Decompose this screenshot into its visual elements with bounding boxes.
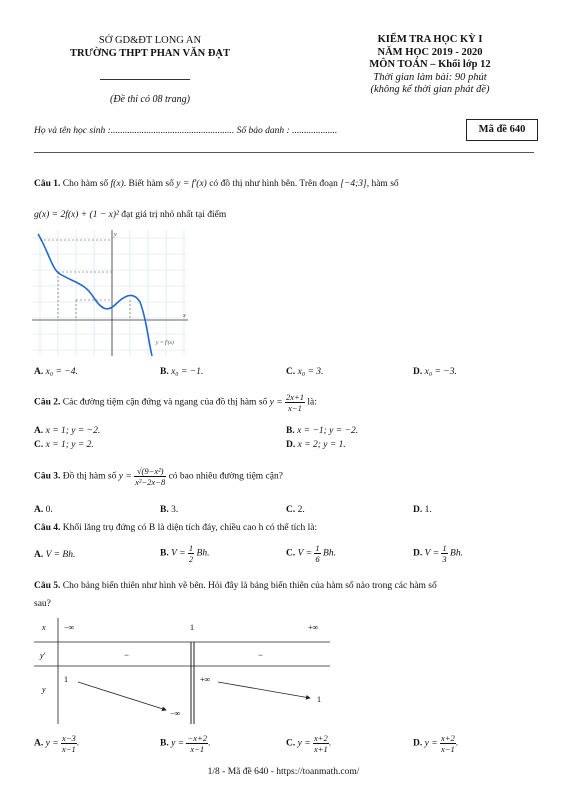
q1-option-d[interactable]: D. x₀ = −3. [413, 367, 457, 377]
q3-lhs: y = [118, 471, 132, 482]
q1-text: Cho hàm số [62, 179, 109, 189]
table-yp-label: y' [40, 651, 46, 660]
q2-text: Các đường tiệm cận đứng và ngang của đồ thị hàm số [62, 397, 268, 408]
table-sign-right: − [258, 650, 264, 660]
q3-label: Câu 3. [34, 471, 61, 482]
arrow-decreasing-right [218, 682, 310, 698]
table-y-label: y [42, 685, 46, 694]
q1-option-b[interactable]: B. x₀ = −1. [160, 367, 204, 377]
question-3 [34, 466, 283, 487]
question-1 [34, 178, 539, 190]
q1-text-c: có đồ thị như hình bên. Trên đoạn [209, 179, 338, 189]
q4-option-b[interactable]: B. V = $\frac{1}{2}$ Bh. [160, 543, 210, 564]
q1-gx: g(x) = 2f(x) + (1 − x)² [34, 210, 119, 220]
q4-label: Câu 4. [34, 523, 61, 533]
q5-option-d[interactable]: D. y = $\frac{x+2}{x-1}$ . [413, 733, 459, 754]
q2-option-c[interactable]: C. x = 1; y = 2. [34, 440, 94, 450]
q4-text: Khối lăng trụ đứng có B là diện tích đáy, chiều cao h có thể tích là: [62, 523, 318, 533]
q2-text-end: là: [307, 397, 317, 408]
question-2 [34, 392, 317, 413]
question-4 [34, 522, 317, 534]
question-1-line2 [34, 209, 226, 221]
table-sign-left: − [124, 650, 130, 660]
q1-option-a[interactable]: A. x₀ = −4. [34, 367, 78, 377]
header-right [330, 34, 530, 97]
q2-fraction: $\frac{2x+1}{x-1}$ [286, 392, 305, 413]
q3-fraction: $\frac{\text{√(9−x²)}}{\text{x²−2x−8}}$ [135, 466, 166, 487]
subject: MÔN TOÁN – Khối lớp 12 [369, 59, 491, 70]
q3-option-d[interactable]: D. 1. [413, 505, 432, 515]
table-y-right-top: +∞ [200, 675, 211, 684]
q1-text-e: đạt giá trị nhỏ nhất tại điểm [121, 210, 227, 220]
q2-lhs: y = [269, 397, 283, 408]
department-name: SỞ GD&ĐT LONG AN [98, 35, 202, 46]
q5-option-b[interactable]: B. y = $\frac{-x+2}{x-1}$ . [160, 733, 211, 754]
duration: Thời gian làm bài: 90 phút [373, 71, 487, 83]
header-left [40, 34, 260, 60]
q5-option-c[interactable]: C. y = $\frac{x+2}{x+1}$ . [286, 733, 332, 754]
q5-text: Cho bảng biến thiên như hình vẽ bên. Hỏi đây là bảng biến thiên của hàm số nào trong các hàm số [62, 581, 437, 591]
school-year: NĂM HỌC 2019 - 2020 [377, 46, 483, 58]
derivative-curve [38, 234, 152, 356]
table-y-left-bottom: −∞ [170, 709, 181, 718]
table-x-one: 1 [190, 623, 194, 632]
q2-option-a[interactable]: A. x = 1; y = −2. [34, 426, 101, 436]
q1-interval: [−4;3] [340, 179, 367, 189]
curve-label: y = f'(x) [156, 340, 174, 346]
q1-label: Câu 1. [34, 179, 61, 189]
variation-table [32, 616, 332, 726]
q3-text: Đồ thị hàm số [62, 471, 117, 482]
exam-code-box: Mã đề 640 [466, 119, 538, 141]
question-5 [34, 580, 539, 592]
page-footer: 1/8 - Mã đề 640 - https://toanmath.com/ [207, 767, 360, 777]
derivative-graph [30, 228, 190, 358]
q5-label: Câu 5. [34, 581, 61, 591]
q5-option-a[interactable]: A. y = $\frac{x-3}{x-1}$ . [34, 733, 80, 754]
q3-option-c[interactable]: C. 2. [286, 505, 305, 515]
q4-option-a[interactable]: A. V = Bh. [34, 550, 76, 560]
arrow-decreasing-left [78, 682, 166, 710]
q2-label: Câu 2. [34, 397, 61, 408]
table-x-neg-inf: −∞ [64, 623, 75, 632]
exam-title: KIỂM TRA HỌC KỲ I [377, 34, 483, 45]
q4-option-d[interactable]: D. V = $\frac{1}{3}$ Bh. [413, 543, 463, 564]
header-rule [34, 152, 534, 153]
school-name: TRƯỜNG THPT PHAN VĂN ĐẠT [69, 48, 231, 59]
q1-text-d: , hàm số [366, 179, 399, 189]
table-x-label: x [42, 623, 46, 632]
student-info-line: Họ và tên học sinh :.................................................... Số báo danh : ................... [34, 126, 338, 136]
header-divider [100, 79, 190, 80]
q4-option-c[interactable]: C. V = $\frac{1}{6}$ Bh. [286, 543, 336, 564]
table-x-pos-inf: +∞ [308, 623, 319, 632]
x-axis-label: x [183, 313, 186, 319]
q3-option-a[interactable]: A. 0. [34, 505, 53, 515]
table-y-right-bottom: 1 [317, 695, 321, 704]
q1-fx: f(x) [110, 179, 124, 189]
q2-option-d[interactable]: D. x = 2; y = 1. [286, 440, 346, 450]
table-y-left-top: 1 [64, 675, 68, 684]
page-count-note: (Đề thi có 08 trang) [110, 94, 190, 105]
y-axis-label: y [114, 232, 117, 238]
q3-text-end: có bao nhiêu đường tiệm cận? [168, 471, 283, 482]
q2-option-b[interactable]: B. x = −1; y = −2. [286, 426, 359, 436]
question-5-line2: sau? [34, 599, 51, 609]
q1-option-c[interactable]: C. x₀ = 3. [286, 367, 324, 377]
q3-option-b[interactable]: B. 3. [160, 505, 179, 515]
q1-text-b: . Biết hàm số [123, 179, 174, 189]
duration-note: (không kể thời gian phát đề) [370, 84, 490, 95]
q1-fpx: y = f'(x) [176, 179, 207, 189]
